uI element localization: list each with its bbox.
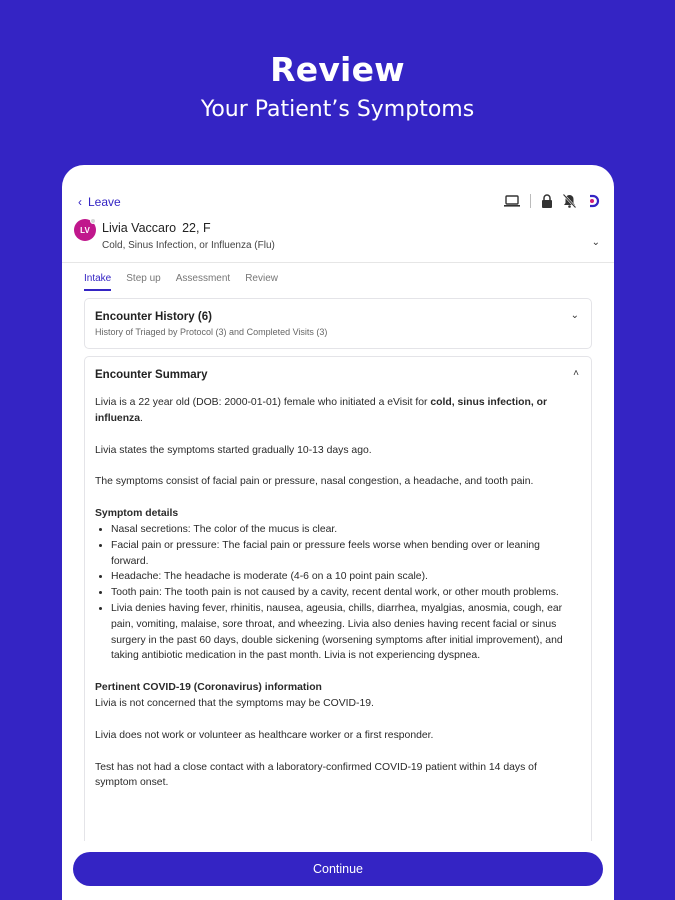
- covid-work: Livia does not work or volunteer as healthcare worker or a first responder.: [95, 729, 434, 741]
- top-bar: [78, 195, 600, 211]
- patient-age-sex: 22, F: [182, 221, 211, 235]
- hero-subtitle: Your Patient’s Symptoms: [200, 97, 475, 122]
- tab-step-up[interactable]: Step up: [126, 273, 161, 284]
- list-item: • Headache: The headache is moderate (4-6 on a 10 point pain scale).: [111, 569, 579, 585]
- leave-label: Leave: [88, 195, 121, 209]
- tab-intake[interactable]: Intake: [84, 273, 111, 291]
- encounter-history-subtitle: History of Triaged by Protocol (3) and Completed Visits (3): [95, 327, 328, 337]
- summary-onset: Livia states the symptoms started gradually 10-13 days ago.: [95, 444, 372, 456]
- symptom-details-heading: Symptom details: [95, 508, 179, 520]
- brand-logo-icon: [586, 194, 600, 208]
- summary-intro-end: .: [140, 412, 143, 424]
- laptop-icon[interactable]: [504, 195, 520, 207]
- patient-header[interactable]: [74, 219, 600, 263]
- covid-concern: Livia is not concerned that the symptoms may be COVID-19.: [95, 697, 374, 709]
- patient-name-line: [102, 221, 211, 235]
- patient-complaint: Cold, Sinus Infection, or Influenza (Flu): [102, 240, 275, 251]
- list-item: • Tooth pain: The tooth pain is not caused by a cavity, recent dental work, or other mouth problems.: [111, 585, 579, 601]
- summary-intro-condition: cold, sinus infection, or influenza: [95, 397, 547, 424]
- presence-indicator: [90, 218, 96, 224]
- summary-symptoms: The symptoms consist of facial pain or pressure, nasal congestion, a headache, and tooth pain.: [95, 476, 534, 488]
- list-item: • Livia denies having fever, rhinitis, nausea, ageusia, chills, diarrhea, myalgias, anosmia, cough, ear pain, vomiting, malaise, sore throat, and wheezing. Livia also denies having recent facial or sinus surgery in the past 60 days, double sickening (worsening symptoms after initial improvement), and taking antibiotic medication in the past month. Livia is not experiencing dyspnea.: [111, 601, 579, 664]
- separator: [530, 194, 531, 208]
- symptom-details-list: [111, 522, 579, 664]
- list-item: • Nasal secretions: The color of the mucus is clear.: [111, 522, 579, 538]
- chevron-up-icon[interactable]: ˄: [573, 368, 579, 379]
- device-screen: [62, 165, 614, 900]
- list-item: • Facial pain or pressure: The facial pain or pressure feels worse when bending over or leaning forward.: [111, 538, 579, 570]
- divider: [62, 262, 614, 263]
- lock-icon[interactable]: [541, 194, 553, 208]
- avatar: LV: [74, 219, 96, 241]
- hero-title: Review: [270, 50, 405, 89]
- status-icons: [504, 194, 600, 208]
- encounter-history-card[interactable]: [84, 298, 592, 349]
- footer: [62, 841, 614, 900]
- encounter-summary-card: [84, 356, 592, 876]
- continue-button[interactable]: Continue: [73, 852, 603, 886]
- encounter-summary-title: Encounter Summary: [95, 369, 208, 381]
- encounter-summary-body: [95, 395, 579, 807]
- covid-heading: Pertinent COVID-19 (Coronavirus) information: [95, 682, 322, 694]
- chevron-down-icon[interactable]: ⌄: [591, 237, 600, 248]
- tab-review[interactable]: Review: [245, 273, 278, 284]
- tab-assessment[interactable]: Assessment: [175, 273, 231, 284]
- bell-off-icon[interactable]: [563, 194, 576, 208]
- summary-intro-text: Livia is a 22 year old (DOB: 2000-01-01) female who initiated a eVisit for: [95, 397, 431, 408]
- covid-contact: Test has not had a close contact with a laboratory-confirmed COVID-19 patient within 14 days of symptom onset.: [95, 761, 537, 789]
- tab-bar: [84, 273, 278, 291]
- chevron-down-icon[interactable]: ⌄: [570, 310, 579, 321]
- summary-intro: [95, 395, 579, 427]
- encounter-history-title: Encounter History (6): [95, 311, 212, 323]
- chevron-left-icon: ‹: [78, 195, 82, 209]
- patient-name: Livia Vaccaro: [102, 221, 177, 235]
